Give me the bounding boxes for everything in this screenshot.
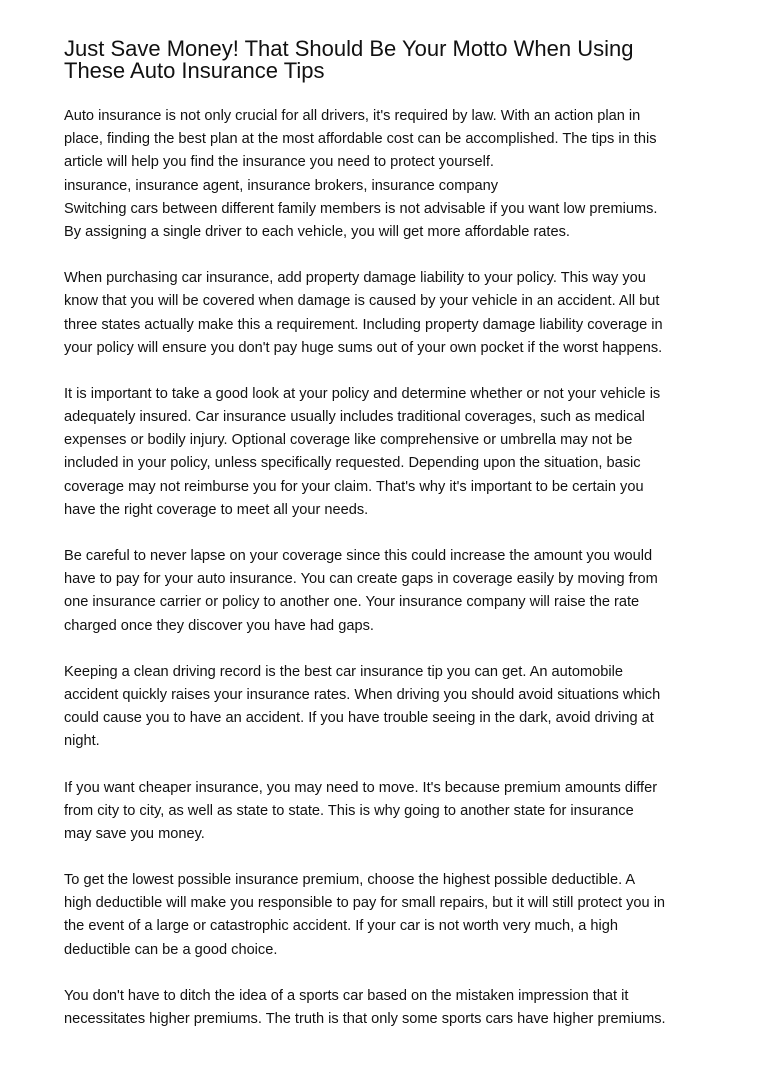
title-line: Just Save Money! That Should Be Your Motto When Using: [64, 36, 634, 61]
text-line: charged once they discover you have had gaps.: [64, 617, 374, 634]
text-line: could cause you to have an accident. If you have trouble seeing in the dark, avoid driving at: [64, 710, 654, 727]
text-line: necessitates higher premiums. The truth is that only some sports cars have higher premiums.: [64, 1011, 666, 1027]
text-line: It is important to take a good look at your policy and determine whether or not your vehicle is: [64, 385, 661, 402]
document-title: [64, 38, 710, 82]
text-line: know that you will be covered when damage is caused by your vehicle in an accident. All but: [64, 293, 660, 310]
text-line: expenses or bodily injury. Optional coverage like comprehensive or umbrella may not be: [64, 432, 633, 449]
text-line: You don't have to ditch the idea of a sports car based on the mistaken impression that it: [64, 987, 629, 1004]
text-line: have the right coverage to meet all your needs.: [64, 501, 369, 518]
text-line: may save you money.: [64, 825, 205, 842]
text-line: coverage may not reimburse you for your claim. That's why it's important to be certain you: [64, 478, 644, 495]
text-line: By assigning a single driver to each vehicle, you will get more affordable rates.: [64, 223, 570, 240]
text-line: night.: [64, 733, 100, 750]
text-line: article will help you find the insurance you need to protect yourself.: [64, 154, 494, 171]
text-line: Auto insurance is not only crucial for all drivers, it's required by law. With an action plan in: [64, 108, 641, 124]
paragraph-deductible: [64, 869, 710, 962]
text-line: place, finding the best plan at the most affordable cost can be accomplished. The tips in this: [64, 131, 657, 148]
text-line: If you want cheaper insurance, you may need to move. It's because premium amounts differ: [64, 779, 658, 796]
paragraph-driving-record: [64, 661, 710, 754]
text-line: Be careful to never lapse on your coverage since this could increase the amount you would: [64, 548, 653, 564]
text-line: adequately insured. Car insurance usually includes traditional coverages, such as medical: [64, 409, 645, 426]
text-line: deductible can be a good choice.: [64, 941, 278, 958]
text-line: three states actually make this a requirement. Including property damage liability coverage in: [64, 316, 663, 333]
text-line: your policy will ensure you don't pay huge sums out of your own pocket if the worst happens.: [64, 339, 663, 356]
text-line: included in your policy, unless specifically requested. Depending upon the situation, basic: [64, 455, 641, 472]
text-line: Switching cars between different family members is not advisable if you want low premiums.: [64, 200, 658, 217]
text-line: Keeping a clean driving record is the best car insurance tip you can get. An automobile: [64, 663, 623, 680]
document-page: [64, 38, 710, 1031]
title-line: These Auto Insurance Tips: [64, 58, 325, 83]
text-line: high deductible will make you responsible to pay for small repairs, but it will still protect you in: [64, 895, 666, 912]
text-line: from city to city, as well as state to state. This is why going to another state for insurance: [64, 802, 634, 819]
paragraph-policy-review: [64, 383, 710, 522]
paragraph-moving: [64, 777, 710, 847]
text-line: one insurance carrier or policy to another one. Your insurance company will raise the rate: [64, 594, 640, 611]
text-line: accident quickly raises your insurance rates. When driving you should avoid situations which: [64, 686, 661, 703]
text-line: When purchasing car insurance, add property damage liability to your policy. This way you: [64, 270, 646, 287]
paragraph-sports-car: [64, 985, 710, 1031]
text-line: the event of a large or catastrophic accident. If your car is not worth very much, a high: [64, 918, 619, 935]
text-line: insurance, insurance agent, insurance brokers, insurance company: [64, 177, 499, 194]
paragraph-intro: [64, 105, 710, 244]
paragraph-property-damage: [64, 267, 710, 360]
text-line: To get the lowest possible insurance premium, choose the highest possible deductible. A: [64, 872, 636, 889]
paragraph-coverage-lapse: [64, 545, 710, 638]
text-line: have to pay for your auto insurance. You can create gaps in coverage easily by moving from: [64, 571, 658, 588]
